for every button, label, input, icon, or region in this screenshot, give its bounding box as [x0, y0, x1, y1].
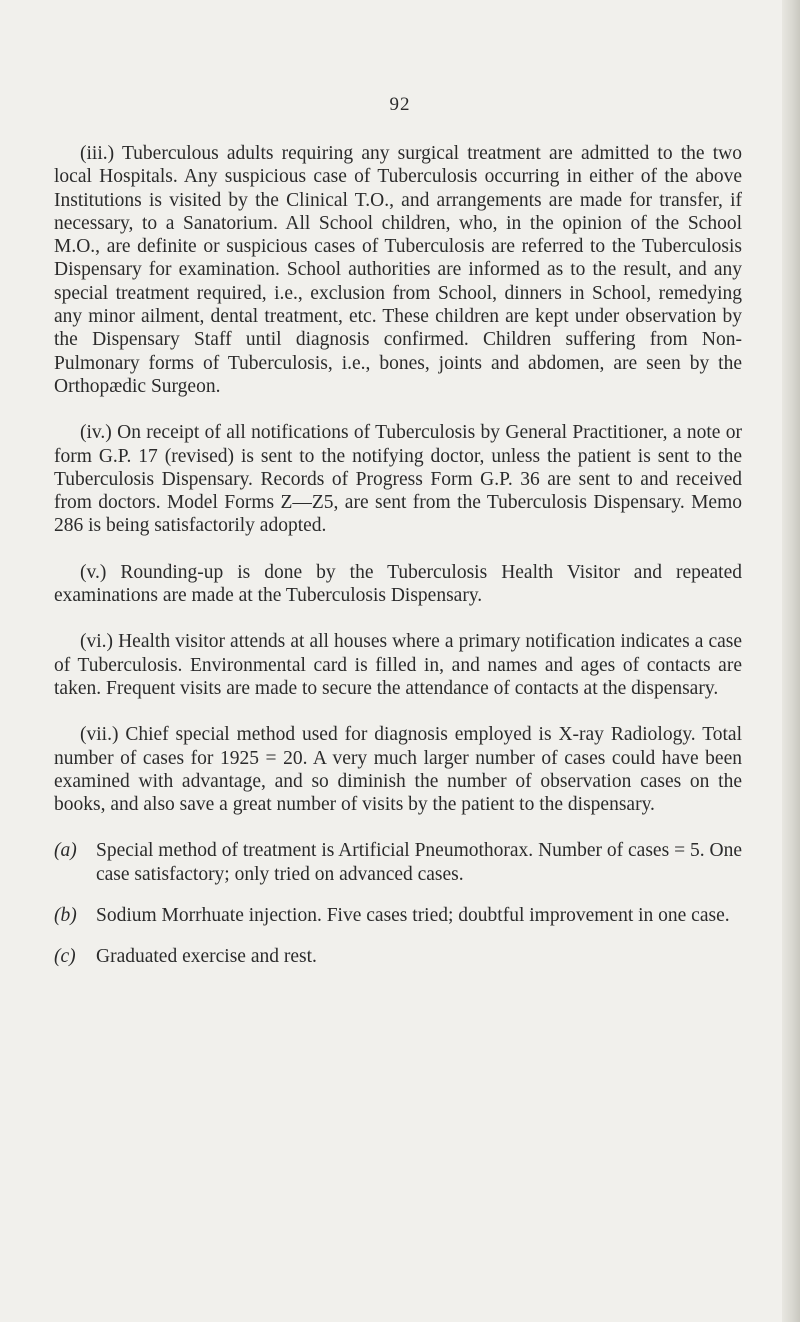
- list-item-text: Special method of treatment is Artificial Pneumothorax. Number of cases = 5. One case satisfactory; only tried on advanced cases.: [96, 840, 742, 885]
- paragraph-vi: (vi.) Health visitor attends at all houses where a primary notification indicates a case of Tuberculosis. Environmental card is filled in, and names and ages of contacts are taken. Frequent visits are made to secure the attendance of contacts at the dispensary.: [54, 631, 742, 699]
- list-item-marker: (a): [54, 840, 77, 862]
- body-text: [54, 142, 742, 987]
- list-item-marker: (c): [54, 946, 76, 968]
- list-item-a: [54, 839, 742, 886]
- list-item-marker: (b): [54, 905, 77, 927]
- paragraph-v: (v.) Rounding-up is done by the Tuberculosis Health Visitor and repeated examinations are made at the Tuberculosis Dispensary.: [54, 561, 742, 607]
- list-item-text: Graduated exercise and rest.: [96, 946, 317, 968]
- paragraph-iv: (iv.) On receipt of all notifications of Tuberculosis by General Practitioner, a note or form G.P. 17 (revised) is sent to the notifying doctor, unless the patient is sent to the Tuberculosis Dispensary. Records of Progress Form G.P. 36 are sent to and received from doctors. Model Forms Z—Z5, are sent from the Tuberculosis Dispensary. Memo 286 is being satisfactorily adopted.: [54, 422, 742, 537]
- page-edge-shadow: [782, 0, 800, 1322]
- list-item-text: Sodium Morrhuate injection. Five cases tried; doubtful improvement in one case.: [96, 905, 730, 927]
- paragraph-vii: (vii.) Chief special method used for diagnosis employed is X-ray Radiology. Total number of cases for 1925 = 20. A very much larger number of cases could have been examined with advantage, and so diminish the number of observation cases on the books, and also save a great number of visits by the patient to the dispensary.: [54, 724, 742, 816]
- list-item-c: [54, 945, 742, 968]
- page-number: 92: [389, 94, 411, 115]
- list-item-b: [54, 904, 742, 927]
- paragraph-iii: (iii.) Tuberculous adults requiring any surgical treatment are admitted to the two local Hospitals. Any suspicious case of Tuberculosis occurring in either of the above Institutions is visited by the Clinical T.O., and arrangements are made for transfer, if necessary, to a Sanatorium. All School children, who, in the opinion of the School M.O., are definite or suspicious cases of Tuberculosis are referred to the Tuberculosis Dispensary for examination. School authorities are informed as to the result, and any special treatment required, i.e., exclusion from School, dinners in School, remedying any minor ailment, dental treatment, etc. These children are kept under observation by the Dispensary Staff until diagnosis confirmed. Children suffering from Non-Pulmonary forms of Tuberculosis, i.e., bones, joints and abdomen, are seen by the Orthopædic Surgeon.: [54, 143, 742, 397]
